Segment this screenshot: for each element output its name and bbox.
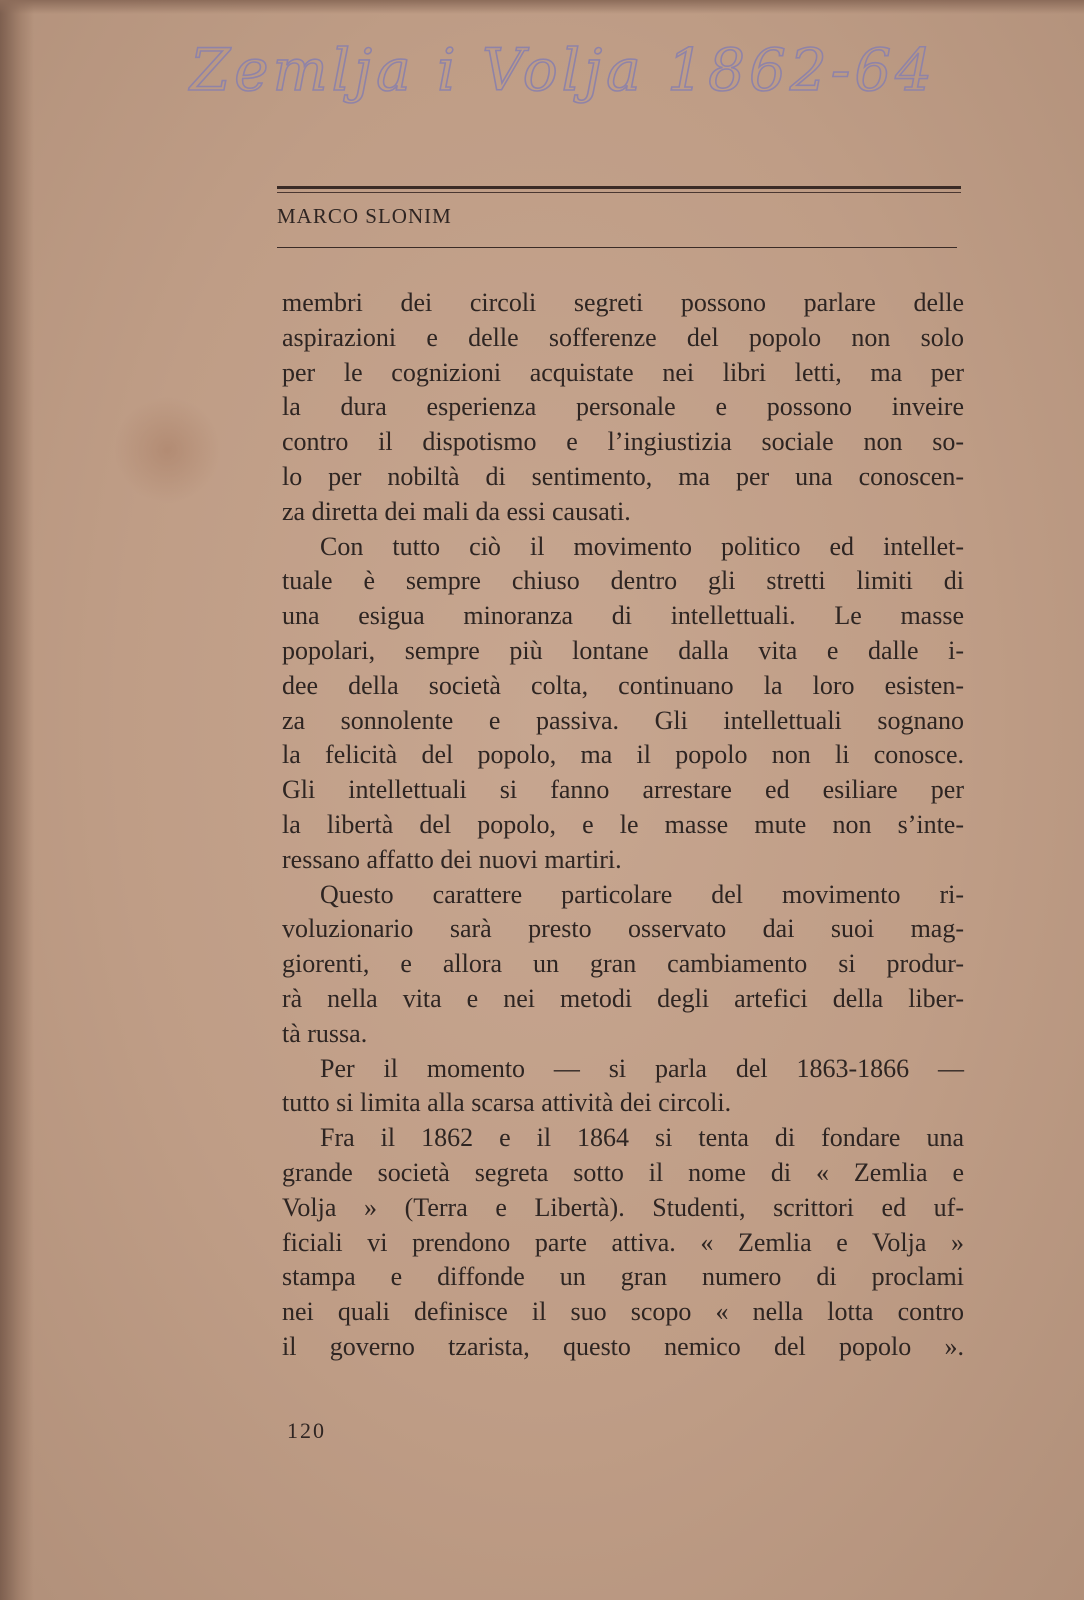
paper-stain	[115, 395, 220, 505]
text-line: ressano affatto dei nuovi martiri.	[282, 844, 622, 874]
text-line: Con tutto ciò il movimento politico ed intellet-	[320, 531, 964, 561]
text-line: tuale è sempre chiuso dentro gli stretti limiti di	[282, 566, 964, 596]
handwritten-note-text: Zemlja i Volja 1862-64	[190, 36, 937, 104]
text-line: lo per nobiltà di sentimento, ma per una conoscen-	[282, 461, 964, 491]
handwritten-pencil-note	[180, 28, 937, 118]
text-line: ficiali vi prendono parte attiva. « Zemlia e Volja »	[282, 1227, 964, 1257]
page-number: 120	[287, 1418, 326, 1443]
text-line: tà russa.	[282, 1018, 368, 1048]
text-line: popolari, sempre più lontane dalla vita e dalle i-	[282, 635, 964, 665]
text-line: giorenti, e allora un gran cambiamento si produr-	[282, 949, 964, 979]
text-line: nei quali definisce il suo scopo « nella lotta contro	[282, 1297, 964, 1327]
text-line: aspirazioni e delle sofferenze del popolo non solo	[282, 322, 964, 352]
text-line: Fra il 1862 e il 1864 si tenta di fondare una	[320, 1123, 964, 1153]
text-line: za sonnolente e passiva. Gli intellettuali sognano	[282, 705, 964, 735]
text-line: contro il dispotismo e l’ingiustizia sociale non so-	[282, 427, 964, 457]
text-line: Questo carattere particolare del movimento ri-	[320, 879, 964, 909]
text-line: tutto si limita alla scarsa attività dei circoli.	[282, 1088, 732, 1118]
text-line: Volja » (Terra e Libertà). Studenti, scrittori ed uf-	[282, 1192, 964, 1222]
text-line: il governo tzarista, questo nemico del popolo ».	[282, 1331, 964, 1361]
text-line: la felicità del popolo, ma il popolo non li conosce.	[282, 740, 964, 770]
text-line: Gli intellettuali si fanno arrestare ed esiliare per	[282, 775, 964, 805]
body-text	[282, 286, 964, 1365]
text-line: grande società segreta sotto il nome di « Zemlia e	[282, 1157, 964, 1187]
header-rule-thin	[277, 192, 961, 193]
text-line: la dura esperienza personale e possono inveire	[282, 392, 964, 422]
text-line: dee della società colta, continuano la loro esisten-	[282, 670, 964, 700]
header-rule-bottom	[277, 247, 957, 248]
text-line: per le cognizioni acquistate nei libri letti, ma per	[282, 357, 964, 387]
text-line: za diretta dei mali da essi causati.	[282, 496, 631, 526]
header-rule-thick	[277, 186, 961, 189]
text-line: Per il momento — si parla del 1863-1866 —	[320, 1053, 964, 1083]
running-head: MARCO SLONIM	[277, 204, 452, 228]
text-line: stampa e diffonde un gran numero di proclami	[282, 1262, 964, 1292]
text-line: la libertà del popolo, e le masse mute non s’inte-	[282, 809, 964, 839]
page-binding-edge	[0, 0, 34, 1600]
page-top-edge	[0, 0, 1084, 14]
text-line: rà nella vita e nei metodi degli artefici della liber-	[282, 983, 964, 1013]
text-line: una esigua minoranza di intellettuali. Le masse	[282, 601, 964, 631]
text-line: voluzionario sarà presto osservato dai suoi mag-	[282, 914, 964, 944]
text-line: membri dei circoli segreti possono parlare delle	[282, 288, 964, 317]
